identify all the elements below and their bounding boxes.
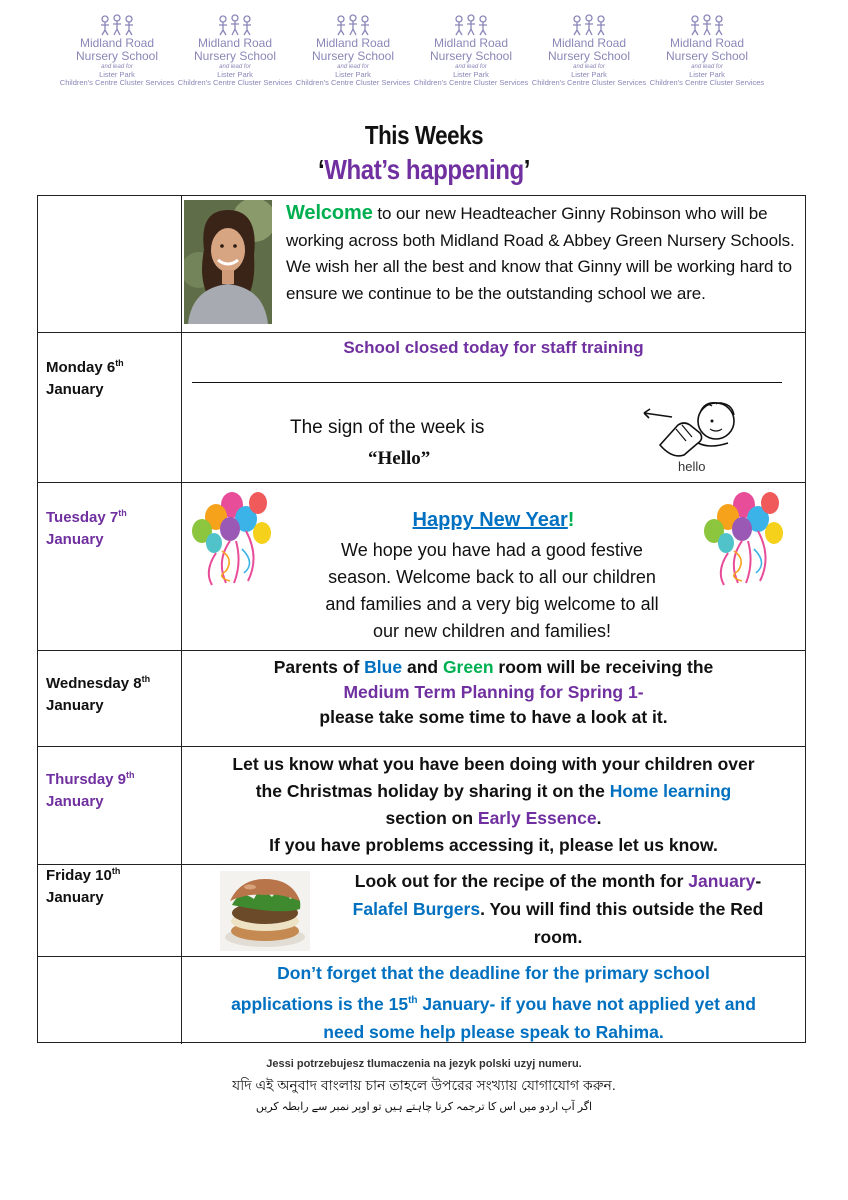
logo-line-2: Nursery School (75, 49, 159, 63)
month-text: January (46, 531, 104, 548)
text-span: . You will find this outside the Red (480, 899, 764, 919)
green-room: Green (442, 657, 494, 677)
logo-line-1: Midland Road (197, 36, 273, 50)
month-text: January (46, 793, 104, 810)
logo-line-3: Lister Park (453, 70, 489, 79)
logo-line-2: Nursery School (547, 49, 631, 63)
day-label-tuesday (46, 507, 127, 551)
logo-line-4: Children's Centre Cluster Services (531, 78, 647, 87)
day-label-monday (46, 357, 124, 401)
thursday-line-2 (182, 778, 805, 805)
text-span: and (402, 657, 443, 677)
urdu-note: اگر آپ اردو میں اس کا ترجمہ کرنا چاہتے ہیں تو اوپر نمبر سے رابطہ کریں (255, 1101, 593, 1113)
happy-new-year-heading (182, 509, 805, 532)
thursday-line-4: If you have problems accessing it, please let us know. (269, 835, 718, 855)
logo-line-2: Nursery School (665, 49, 749, 63)
monday-cell (182, 333, 805, 482)
school-logo (176, 14, 294, 104)
school-logo (530, 14, 648, 104)
day-sup: th (141, 674, 151, 684)
balloons-right-illustration (698, 491, 790, 587)
page-title: This Weeks (364, 120, 484, 150)
monday-notice: School closed today for staff training (343, 338, 644, 357)
logo-line-1: Midland Road (315, 36, 391, 50)
day-cell-empty (38, 957, 182, 1044)
friday-cell (182, 865, 805, 956)
hello-caption: hello (678, 459, 706, 474)
translation-footer (0, 1058, 848, 1113)
wednesday-cell (182, 651, 805, 746)
school-logo (412, 14, 530, 104)
welcome-row (38, 196, 805, 332)
month-text: January (46, 889, 104, 906)
day-text: Tuesday 7 (46, 509, 119, 526)
tuesday-row (38, 482, 805, 650)
logo-line-4: Children's Centre Cluster Services (295, 78, 411, 87)
reminder-line-2 (182, 987, 805, 1018)
logo-small: and lead for (573, 64, 605, 70)
wednesday-line-3: please take some time to have a look at it. (319, 707, 668, 727)
text-span: room will be receiving the (493, 657, 714, 677)
logo-line-3: Lister Park (99, 70, 135, 79)
logo-line-2: Nursery School (429, 49, 513, 63)
day-text: Thursday 9 (46, 771, 127, 788)
day-label-friday (46, 865, 120, 909)
logo-small: and lead for (455, 64, 487, 70)
logo-line-3: Lister Park (689, 70, 725, 79)
logo-line-4: Children's Centre Cluster Services (59, 78, 175, 87)
subtitle-highlight: What’s happening (324, 154, 524, 185)
wednesday-line-2: Medium Term Planning for Spring 1- (343, 682, 644, 702)
day-sup: th (111, 866, 121, 876)
day-label-wednesday (46, 673, 150, 717)
logo-line-3: Lister Park (571, 70, 607, 79)
thursday-cell (182, 747, 805, 864)
logo-line-1: Midland Road (669, 36, 745, 50)
reminder-line-1: Don’t forget that the deadline for the primary school (277, 963, 710, 983)
children-figures-icon (451, 14, 491, 36)
monday-row (38, 332, 805, 482)
home-learning: Home learning (609, 781, 732, 801)
sign-text: The sign of the week is (290, 417, 485, 438)
children-figures-icon (215, 14, 255, 36)
school-logo (58, 14, 176, 104)
logo-line-2: Nursery School (311, 49, 395, 63)
tuesday-message: We hope you have had a good festive season. Welcome back to all our children and families and a very big welcome to all our new children and families! (325, 540, 659, 641)
day-cell-thursday (38, 747, 182, 864)
logo-line-1: Midland Road (433, 36, 509, 50)
reminder-cell (182, 957, 805, 1044)
thursday-line-3 (182, 805, 805, 832)
day-cell-empty (38, 196, 182, 332)
logo-line-2: Nursery School (193, 49, 277, 63)
month-text: January (46, 381, 104, 398)
bengali-note: যদি এই অনুবাদ বাংলায় চান তাহলে উপরের সংখ্যায় যোগাযোগ করুন. (232, 1077, 616, 1093)
logo-small: and lead for (691, 64, 723, 70)
children-figures-icon (333, 14, 373, 36)
divider (192, 382, 782, 383)
day-label-thursday (46, 769, 135, 813)
blue-room: Blue (364, 657, 403, 677)
early-essence: Early Essence (477, 808, 597, 828)
logo-small: and lead for (337, 64, 369, 70)
day-cell-friday (38, 865, 182, 956)
logo-line-1: Midland Road (551, 36, 627, 50)
polish-note: Jessi potrzebujesz tlumaczenia na jezyk polski uzyj numeru. (266, 1058, 582, 1070)
quote-close: ’ (523, 154, 531, 185)
day-sup: th (126, 770, 135, 780)
welcome-body: to our new Headteacher Ginny Robinson who will be working across both Midland Road & Abbey Green Nursery Schools. We wish her all the best and know that Ginny will be working hard to ensure we continue to be the outstanding school we are. (286, 204, 795, 303)
quote-open: ‘ (317, 154, 325, 185)
logo-line-3: Lister Park (217, 70, 253, 79)
day-sup: th (118, 508, 127, 518)
children-figures-icon (687, 14, 727, 36)
heading-text: Happy New Year (412, 509, 568, 531)
thursday-row (38, 746, 805, 864)
friday-text (318, 867, 798, 951)
text-span: the Christmas holiday by sharing it on the (255, 781, 610, 801)
day-text: Wednesday 8 (46, 675, 142, 692)
logo-line-4: Children's Centre Cluster Services (177, 78, 293, 87)
month-highlight: January (688, 871, 756, 891)
logo-line-1: Midland Road (79, 36, 155, 50)
day-cell-tuesday (38, 483, 182, 650)
week-table (37, 195, 806, 1043)
falafel-burger-photo (220, 871, 310, 951)
school-logo (648, 14, 766, 104)
recipe-name: Falafel Burgers (352, 899, 481, 919)
date-sup: th (408, 995, 418, 1006)
day-cell-monday (38, 333, 182, 482)
children-figures-icon (569, 14, 609, 36)
sign-word (368, 448, 430, 470)
text-span: . (596, 808, 602, 828)
wednesday-row (38, 650, 805, 746)
text-span: Parents of (273, 657, 365, 677)
month-text: January (46, 697, 104, 714)
tuesday-cell (182, 483, 805, 650)
children-figures-icon (97, 14, 137, 36)
friday-line-2 (318, 895, 798, 923)
school-logo (294, 14, 412, 104)
day-text: Monday 6 (46, 359, 116, 376)
welcome-text (286, 200, 806, 307)
day-text: Friday 10 (46, 867, 112, 884)
text-span: January- if you have not applied yet and (417, 993, 756, 1014)
header-logos (58, 14, 778, 104)
text-span: Look out for the recipe of the month for (354, 871, 689, 891)
logo-line-3: Lister Park (335, 70, 371, 79)
sign-word-text: “Hello” (368, 448, 431, 469)
day-sup: th (115, 358, 124, 368)
welcome-cell (182, 196, 805, 332)
day-cell-wednesday (38, 651, 182, 746)
text-span: applications is the 15 (231, 993, 409, 1014)
headteacher-photo (184, 200, 272, 324)
friday-row (38, 864, 805, 956)
welcome-lead: Welcome (286, 202, 373, 224)
reminder-line-3: need some help please speak to Rahima. (323, 1021, 664, 1042)
reminder-row (38, 956, 805, 1044)
logo-small: and lead for (101, 64, 133, 70)
wednesday-line-1 (182, 655, 805, 680)
logo-line-4: Children's Centre Cluster Services (649, 78, 765, 87)
heading-mark: ! (567, 509, 575, 531)
logo-small: and lead for (219, 64, 251, 70)
text-span: - (755, 871, 762, 891)
hello-sign-illustration (638, 399, 748, 479)
text-span: section on (385, 808, 478, 828)
page-subtitle (59, 154, 788, 186)
friday-line-1 (318, 867, 798, 895)
balloons-left-illustration (186, 491, 278, 587)
friday-line-3: room. (533, 927, 583, 947)
logo-line-4: Children's Centre Cluster Services (413, 78, 529, 87)
thursday-line-1: Let us know what you have been doing with your children over (232, 754, 755, 774)
